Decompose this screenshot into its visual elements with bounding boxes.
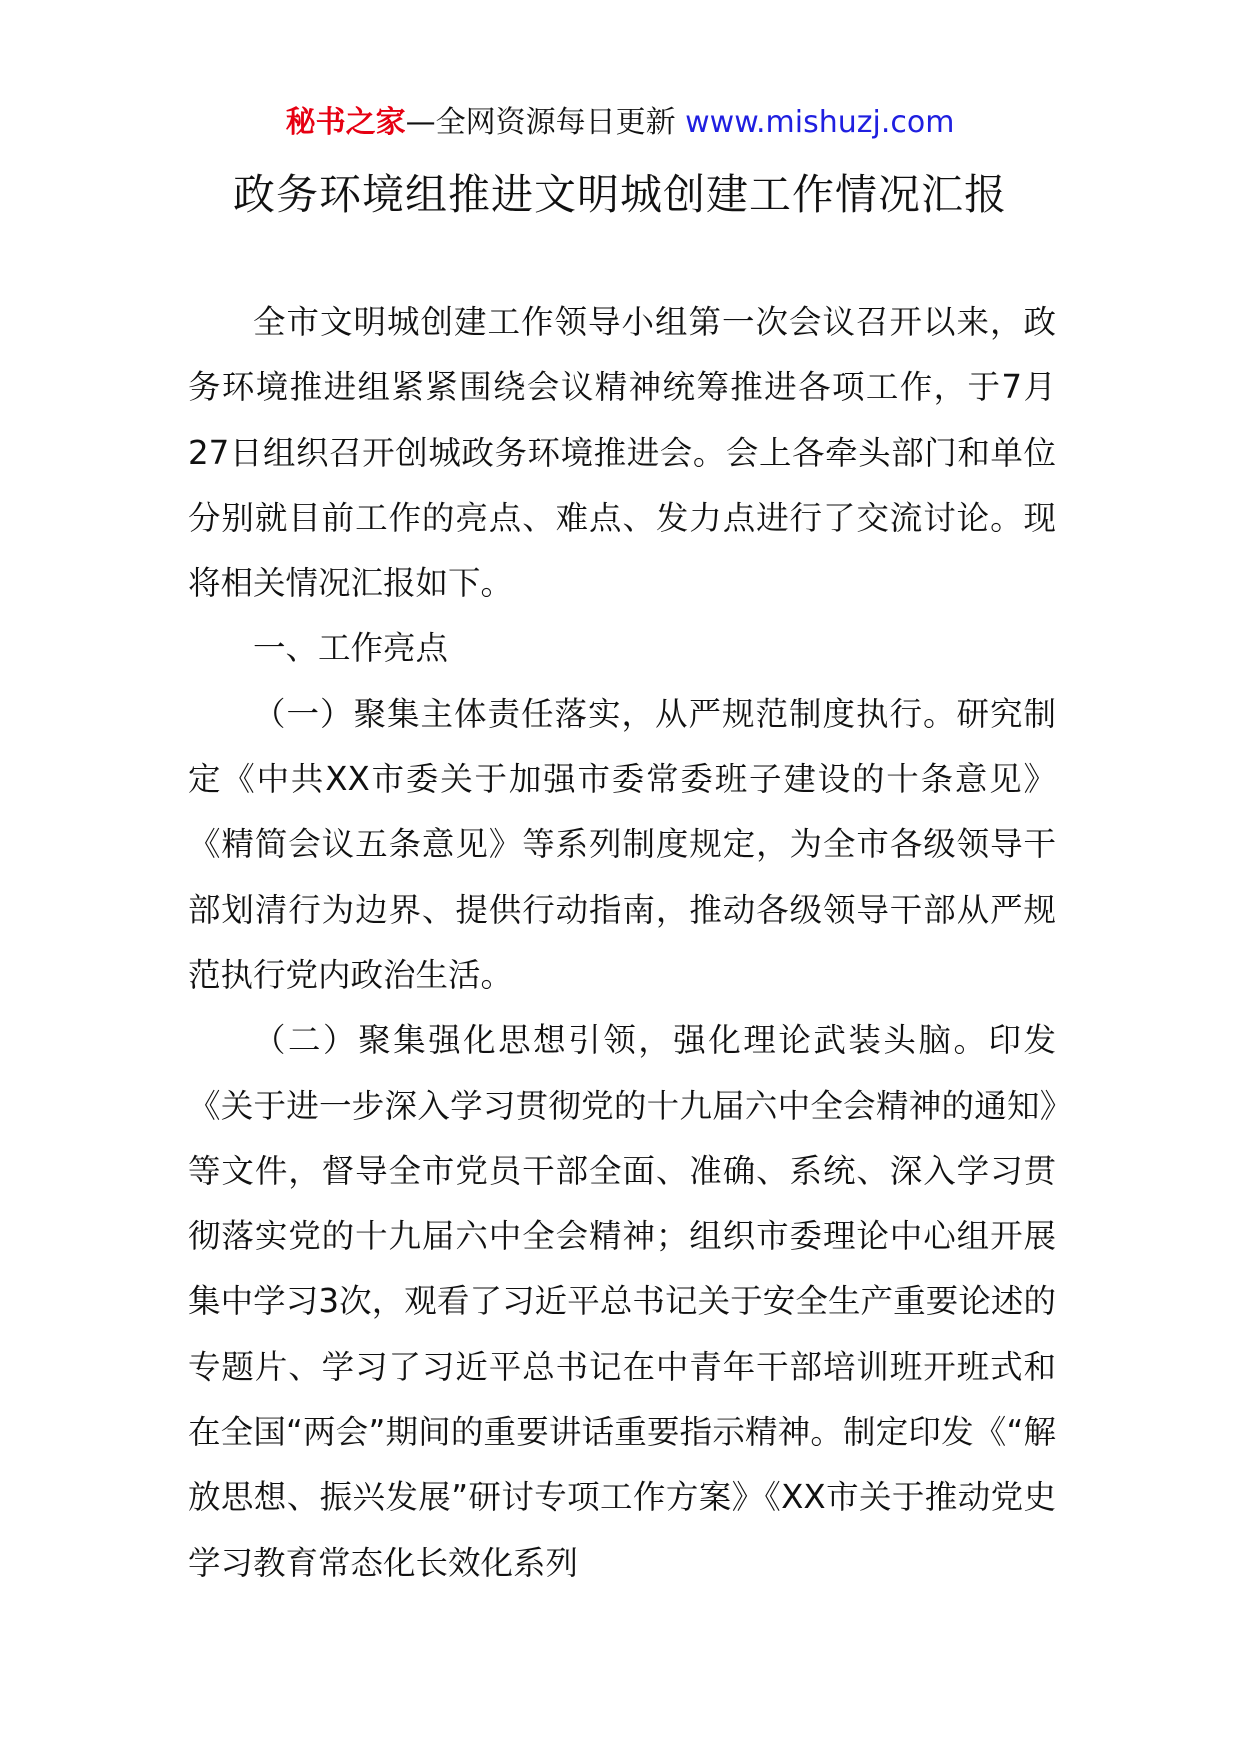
- site-url-link[interactable]: www.mishuzj.com: [685, 105, 955, 140]
- site-brand: 秘书之家: [285, 105, 406, 140]
- document-body: [188, 290, 1056, 1596]
- section-heading-highlights: 一、工作亮点: [253, 629, 449, 668]
- subsection-paragraph-2: （二）聚集强化思想引领，强化理论武装头脑。印发《关于进一步深入学习贯彻党的十九届六中全会精神的通知》等文件，督导全市党员干部全面、准确、系统、深入学习贯彻落实党的十九届六中全会精神；组织市委理论中心组开展集中学习3次，观看了习近平总书记关于安全生产重要论述的专题片、学习了习近平总书记在中青年干部培训班开班式和在全国“两会”期间的重要讲话重要指示精神。制定印发《“解放思想、振兴发展”研讨专项工作方案》《XX市关于推动党史学习教育常态化长效化系列: [188, 1021, 1056, 1582]
- site-header: [0, 98, 1240, 148]
- subsection-paragraph-1: （一）聚集主体责任落实，从严规范制度执行。研究制定《中共XX市委关于加强市委常委班子建设的十条意见》《精简会议五条意见》等系列制度规定，为全市各级领导干部划清行为边界、提供行动指南，推动各级领导干部从严规范执行党内政治生活。: [188, 694, 1056, 994]
- intro-paragraph: 全市文明城创建工作领导小组第一次会议召开以来，政务环境推进组紧紧围绕会议精神统筹推进各项工作，于7月27日组织召开创城政务环境推进会。会上各牵头部门和单位分别就目前工作的亮点、难点、发力点进行了交流讨论。现将相关情况汇报如下。: [188, 303, 1056, 603]
- site-slogan: —全网资源每日更新: [405, 105, 676, 140]
- document-title: 政务环境组推进文明城创建工作情况汇报: [232, 170, 1007, 219]
